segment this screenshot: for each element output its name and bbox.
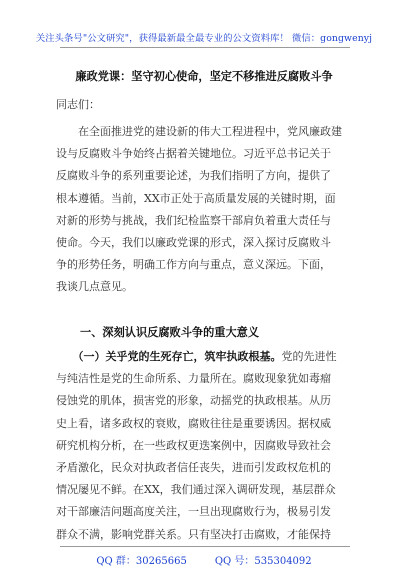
footer	[0, 552, 408, 567]
paragraph-line: 矛盾激化，民众对执政者信任丧失，进而引发政权危机的	[56, 461, 331, 475]
subsection-paragraph	[56, 346, 350, 546]
salutation: 同志们：	[56, 98, 100, 111]
paragraph-line: 群众不满，影响党群关系。只有坚决打击腐败，才能保持	[56, 527, 331, 541]
paragraph-line: 情况屡见不鲜。在XX，我们通过深入调研发现，基层群众	[56, 483, 336, 497]
subsection-heading: （一）关乎党的生死存亡，筑牢执政根基。	[78, 350, 282, 363]
intro-paragraph	[56, 121, 350, 299]
paragraph-line: 史上看，诸多政权的衰败，腐败往往是重要诱因。据权威	[56, 416, 331, 430]
paragraph-line: 研究机构分析，在一些政权更迭案例中，因腐败导致社会	[56, 438, 331, 452]
paragraph-line: 在全面推进党的建设新的伟大工程进程中，党风廉政建	[56, 125, 342, 138]
paragraph-line: 侵蚀党的肌体，损害党的形象，动摇党的执政根基。从历	[56, 394, 331, 408]
paragraph-line: 争的形势任务，明确工作方向与重点，意义深远。下面，	[56, 258, 331, 272]
document-title: 廉政党课：坚守初心使命，坚定不移推进反腐败斗争	[75, 69, 333, 83]
paragraph-line: 根本遵循。当前，XX市正处于高质量发展的关键时期，面	[56, 191, 336, 205]
footer-qq-group: QQ 群：30265665	[96, 556, 187, 567]
header-banner: 关注头条号"公文研究"，获得最新最全最专业的公文资料库！ 微信：gongwenyj	[35, 33, 373, 44]
footer-qq-number: QQ 号：535304092	[214, 556, 312, 567]
footer-divider	[60, 546, 350, 547]
paragraph-line: 与纯洁性是党的生命所系、力量所在。腐败现象犹如毒瘤	[56, 372, 331, 386]
header-divider	[60, 47, 350, 48]
paragraph-line: 设与反腐败斗争始终占据着关键地位。习近平总书记关于	[56, 147, 331, 161]
section-heading: 一、深刻认识反腐败斗争的重大意义	[80, 325, 260, 339]
paragraph-text: 党的先进性	[281, 350, 337, 363]
paragraph-line: 对新的形势与挑战，我们纪检监察干部肩负着重大责任与	[56, 213, 331, 227]
paragraph-line: 我谈几点意见。	[56, 280, 133, 294]
paragraph-line	[56, 346, 350, 368]
paragraph-line: 反腐败斗争的系列重要论述，为我们指明了方向，提供了	[56, 169, 331, 183]
paragraph-line: 对干部廉洁问题高度关注，一旦出现腐败行为，极易引发	[56, 505, 331, 519]
paragraph-line: 使命。今天，我们以廉政党课的形式，深入探讨反腐败斗	[56, 236, 331, 250]
